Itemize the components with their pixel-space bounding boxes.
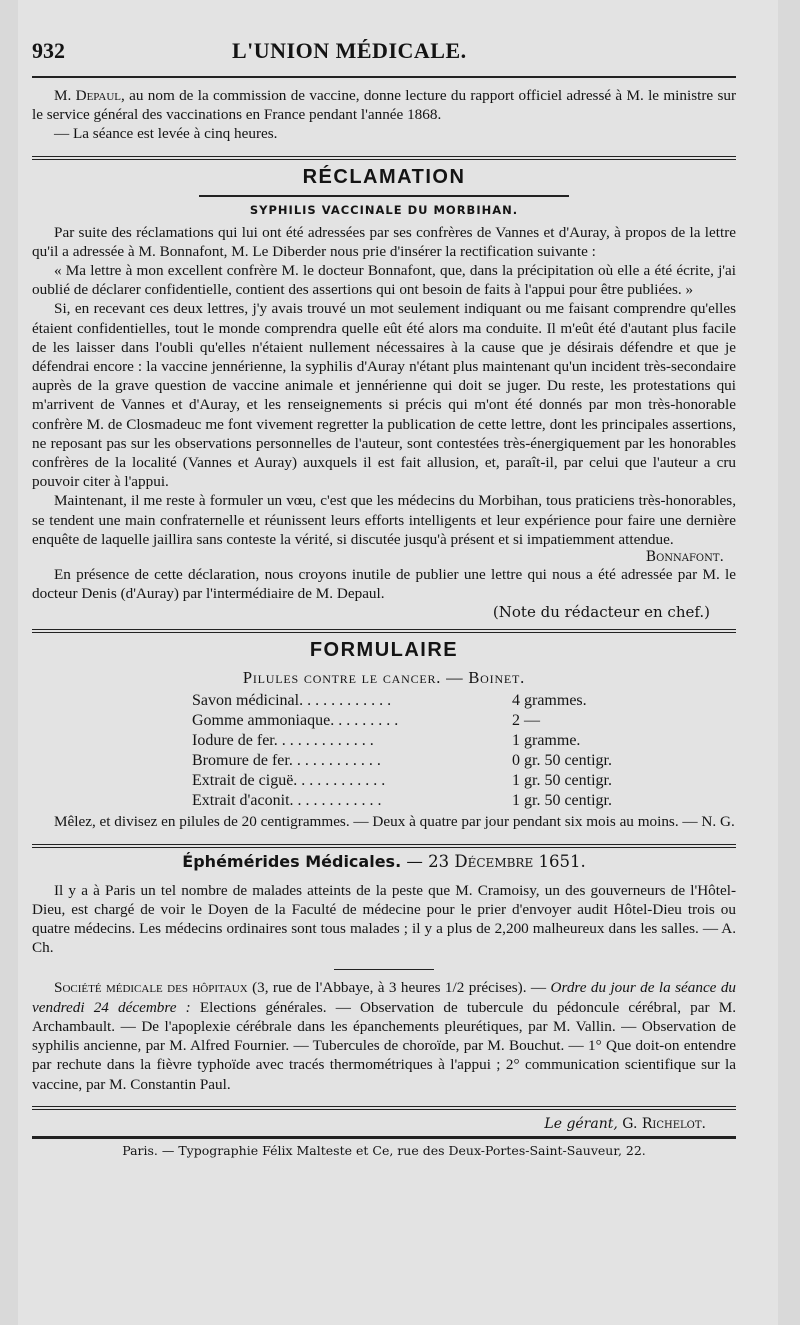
leader-dots: . . . . . . . . . . . . [289,792,382,810]
recipe-instructions: Mêlez, et divisez en pilules de 20 centigrammes. — Deux à quatre par jour pendant six mois au moins. — N. G. [54,813,735,831]
ingredient-qty: 1 gramme. [512,732,581,750]
editor-note: (Note du rédacteur en chef.) [492,603,710,622]
leader-dots: . . . . . . . . . . . . [299,692,392,710]
section-divider [32,156,736,160]
table-row [192,712,662,732]
recipe-title: Pilules contre le cancer. — Boinet. [242,668,526,688]
societe-ordre: Ordre du jour de la séance du vendredi 24 décembre : [32,979,737,1016]
reclamation-paragraph: Maintenant, il me reste à formuler un vœu, c'est que les médecins du Morbihan, tous praticiens très-honorables, se tendent une main confraternelle et réunissent leurs efforts intelligents et leur expérience pour faire une dernière enquête de laquelle jaillira sans conteste la vérité, si discutée jusqu'à présent et si impatiemment attendue. [32,492,736,548]
header-rule [32,76,736,78]
intro-text: au nom de la commission de vaccine, donne lecture du rapport officiel adressé à M. le ministre sur le service général des vaccinations en France pendant l'année 1868. [32,87,737,124]
page-number: 932 [32,38,65,63]
intro-paragraph [32,86,736,124]
ingredient-name: Bromure de fer [192,752,289,770]
reclamation-paragraph: Par suite des réclamations qui lui ont été adressées par ses confrères de Vannes et d'Auray, à propos de la lettre qu'il a adressée à M. Bonnafont, M. Le Diberder nous prie d'insérer la rectification suivante : [32,223,736,260]
leader-dots: . . . . . . . . . . . . [293,772,386,790]
ingredient-name: Extrait d'aconit [192,792,290,810]
table-row [192,692,662,712]
editor-paragraph: En présence de cette déclaration, nous croyons inutile de publier une lettre qui nous a été adressée par M. le docteur Denis (d'Auray) par l'intermédiaire de M. Depaul. [32,566,736,603]
gerant-line [32,1116,736,1132]
table-row [192,752,662,772]
formulaire-title: FORMULAIRE [309,639,459,662]
ephemerides-date: — 23 Décembre 1651. [401,851,586,871]
journal-title: L'UNION MÉDICALE. [232,38,467,63]
table-row [192,732,662,752]
section-divider [32,844,736,848]
societe-paragraph [32,978,736,1093]
small-divider [334,969,434,970]
page [18,0,778,1325]
societe-address: (3, rue de l'Abbaye, à 3 heures 1/2 précises). — [247,979,547,997]
ingredient-qty: 1 gr. 50 centigr. [512,772,612,790]
leader-dots: . . . . . . . . . . . . [288,752,381,770]
table-row [192,792,662,812]
ingredient-name: Extrait de ciguë [192,772,294,790]
ephemerides-title [32,852,736,871]
reclamation-quote: « Ma lettre à mon excellent confrère M. le docteur Bonnafont, que, dans la précipitation où elle a été écrite, j'ai oublié de déclarer confidentielle, contient des assertions qui ont besoin de faits à l'appui pour être publiées. » [32,262,736,299]
title-rule [199,195,569,197]
societe-agenda: Elections générales. — Observation de tubercule du pédoncule cérébral, par M. Archambault. — De l'apoplexie cérébrale dans les épanchements pleurétiques, par M. Vallin. — Observation de syphilis ancienne, par M. Alfred Fournier. — Tubercules de choroïde, par M. Bouchut. — 1° Que doit-on entendre par rechute dans la fièvre typhoïde avec tracés thermométriques à l'appui ; 2° communication scientifique sur la vaccine, par M. Constantin Paul. [32,998,737,1093]
reclamation-paragraph: Si, en recevant ces deux lettres, j'y avais trouvé un mot seulement indiquant ou me faisant comprendre qu'elles étaient confidentielles, tout le monde comprendra quelle eût été alors ma conduite. Il m'eût été d'autant plus facile de les laisser dans l'oubli qu'elles n'étaient nullement nécessaires à la cause que je désirais défendre et que je défendrai encore : la vaccine jennérienne, la syphilis d'Auray n'étant plus maintenant qu'un incident très-secondaire auprès de la grave question de vaccine animale et jennérienne qui doit se juger. Du reste, les protestations qui m'arrivent de Vannes et d'Auray, et les renseignements si précis qui m'ont été donnés par mon très-honorable confrère M. de Closmadeuc me font vivement regretter la publication de cette lettre, dont les principales assertions, ne reposant pas sur les observations personnelles de l'auteur, sont contestées très-énergiquement par les honorables confrères de la localité (Vannes et Auray) auxquels il est fait allusion, et, paraît-il, par celui que l'auteur a cru pouvoir citer à l'appui. [32,300,736,491]
ingredient-name: Iodure de fer [192,732,274,750]
imprint-rule [32,1136,736,1139]
imprint: Paris. — Typographie Félix Malteste et Ce, rue des Deux-Portes-Saint-Sauveur, 22. [122,1142,646,1158]
reclamation-subtitle: SYPHILIS VACCINALE DU MORBIHAN. [249,202,519,217]
ingredient-qty: 2 — [512,712,540,730]
leader-dots: . . . . . . . . . . . . . [273,732,374,750]
ingredient-name: Savon médicinal [192,692,300,710]
table-row [192,772,662,792]
page-header [32,38,736,72]
societe-name: Société médicale des hôpitaux [54,979,248,997]
reclamation-title: RÉCLAMATION [302,165,466,188]
session-closed: — La séance est levée à cinq heures. [54,125,278,143]
ingredient-qty: 0 gr. 50 centigr. [512,752,612,770]
ephemerides-text: Il y a à Paris un tel nombre de malades atteints de la peste que M. Cramoisy, un des gouverneurs de l'Hôtel-Dieu, est chargé de voir le Doyen de la Faculté de médecine pour le prier d'envoyer audit Hôtel-Dieu trois ou quatre médecins. Les médecins ordinaires sont tous malades ; il y a plus de 2,200 malheureux dans les salles. — A. Ch. [32,881,736,957]
ephemerides-heading: Éphémérides Médicales. [182,851,402,871]
gerant-label: Le gérant, [544,1115,618,1132]
ingredient-qty: 4 grammes. [512,692,587,710]
ingredient-name: Gomme ammoniaque [192,712,331,730]
signature: Bonnafont. [645,549,724,566]
ingredient-qty: 1 gr. 50 centigr. [512,792,612,810]
leader-dots: . . . . . . . . . [330,712,399,730]
gerant-name: G. Richelot. [617,1115,706,1132]
intro-speaker: M. Depaul, [54,87,125,104]
footer-divider [32,1106,736,1110]
section-divider [32,629,736,633]
ingredients-table [192,692,662,812]
